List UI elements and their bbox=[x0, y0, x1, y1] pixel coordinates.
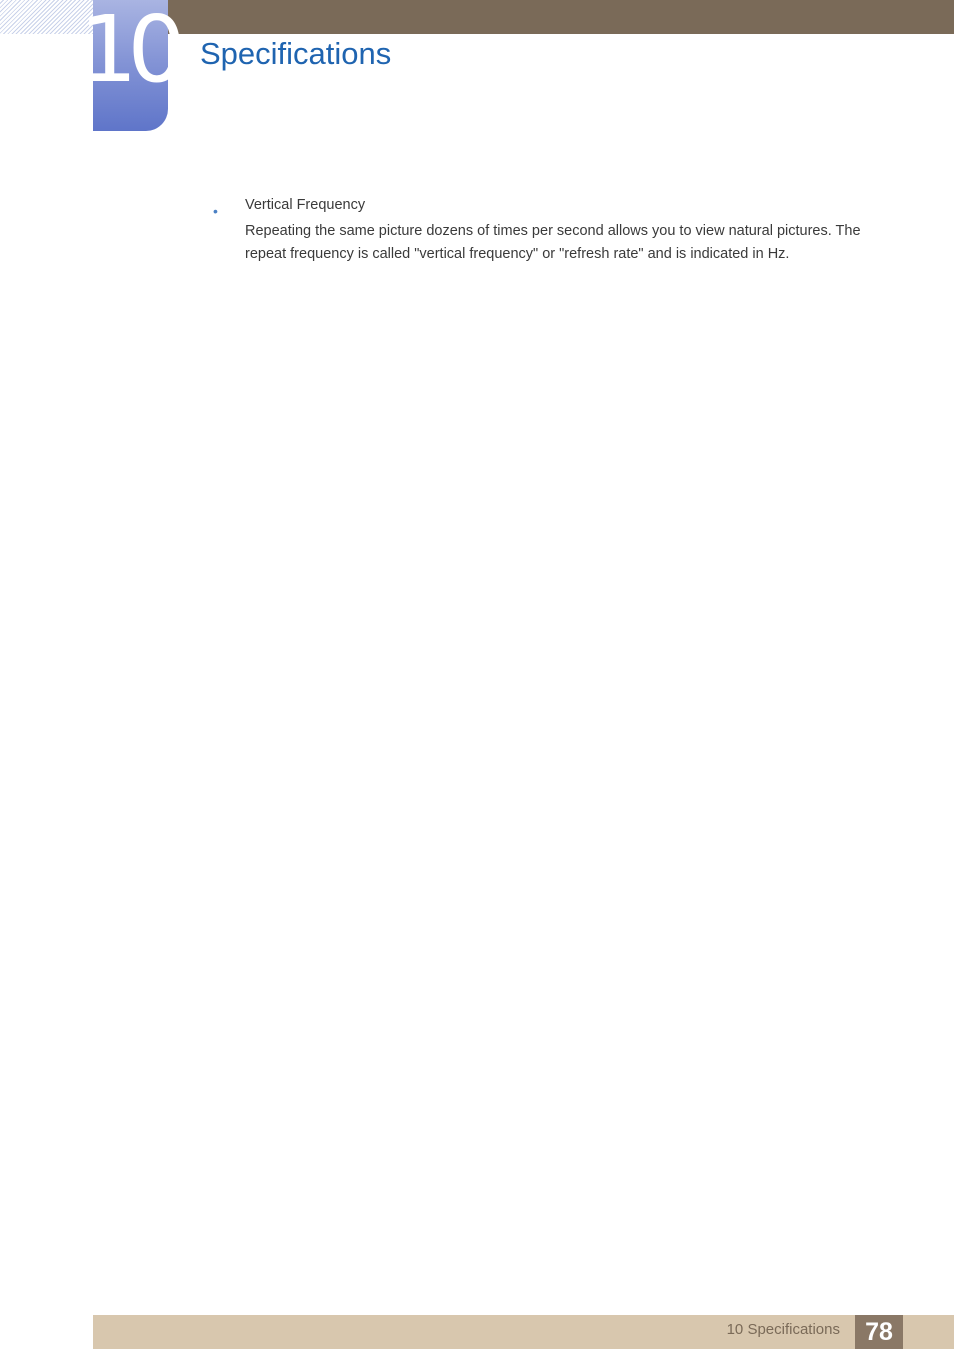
page-number-box bbox=[855, 1315, 903, 1349]
list-item-description: Repeating the same picture dozens of times per second allows you to view natural pictures. The repeat frequency is called "vertical frequency" or "refresh rate" and is indicated in Hz. bbox=[245, 223, 861, 262]
list-item-title: Vertical Frequency bbox=[245, 197, 366, 213]
chapter-number: 10 bbox=[79, 0, 177, 103]
header-bar bbox=[168, 0, 954, 34]
chapter-title: Specifications bbox=[200, 36, 392, 71]
bullet-icon: • bbox=[213, 203, 218, 219]
page-number: 78 bbox=[865, 1318, 893, 1346]
footer-chapter-label: 10 Specifications bbox=[726, 1321, 840, 1338]
chapter-number-block bbox=[79, 0, 177, 131]
